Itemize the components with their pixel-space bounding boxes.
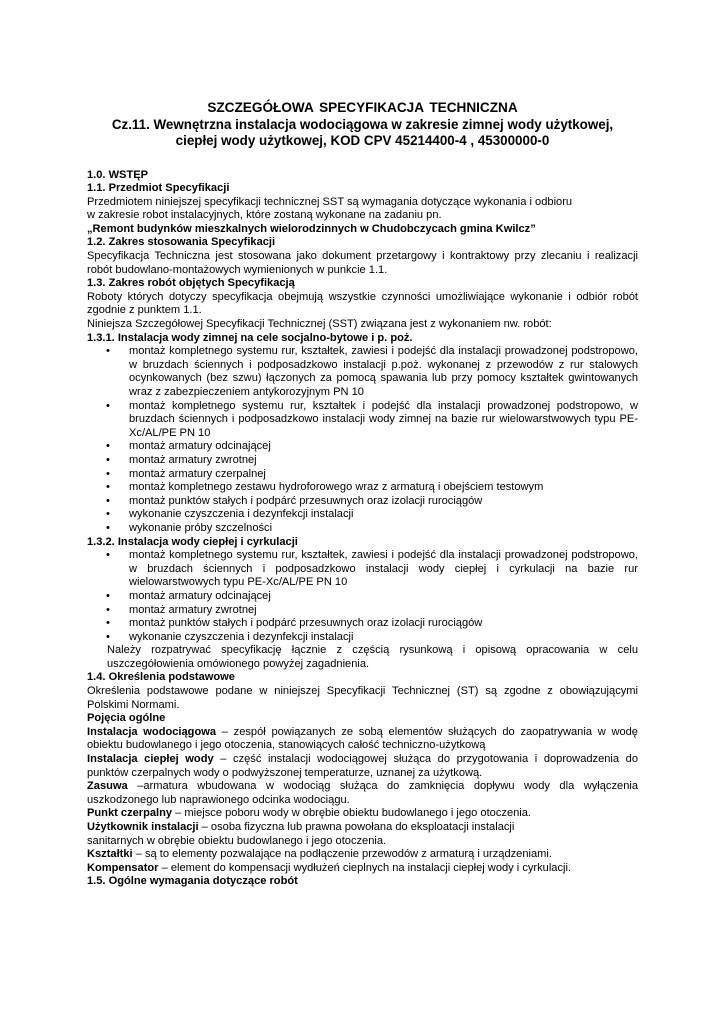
definition-term: Punkt czerpalny bbox=[87, 807, 173, 820]
list-item: • montaż kompletnego systemu rur, kształtek i podejść dla instalacji prowadzonej podstropowo, w bruzdach ściennych i podposadzkowo instalacji wody zimnej na bazie rur wielowarstwowych typu PE-Xc/AL/PE PN 10 bbox=[87, 400, 638, 441]
definition-term: Kompensator bbox=[87, 861, 159, 874]
document-page bbox=[87, 100, 638, 889]
definition bbox=[87, 807, 638, 821]
subheading-general-terms: Pojęcia ogólne bbox=[87, 712, 166, 725]
bullet-list-cold-water bbox=[87, 345, 638, 535]
paragraph: Roboty których dotyczy specyfikacja obejmują wszystkie czynności umożliwiające wykonanie i odbiór robót zgodnie z punktem 1.1. bbox=[87, 290, 638, 317]
list-item: • montaż punktów stałych i podpárć przesuwnych oraz izolacji rurociągów bbox=[87, 495, 638, 509]
title-line-1: SZCZEGÓŁOWA SPECYFIKACJA TECHNICZNA bbox=[207, 100, 518, 115]
list-item: • montaż armatury czerpalnej bbox=[87, 468, 638, 482]
definition-term: Zasuwa bbox=[87, 780, 128, 793]
list-item: • wykonanie próby szczelności bbox=[87, 522, 638, 536]
definition-text: –armatura wbudowana w wodociąg służąca do zamknięcia dopływu wody dla wyłączenia uszkodzonego lub naprawionego odcinka wodociągu. bbox=[87, 780, 638, 806]
definition bbox=[87, 862, 638, 876]
definition bbox=[87, 848, 638, 862]
definition-term: Użytkownik instalacji bbox=[87, 821, 199, 833]
section-heading-1-5: 1.5. Ogólne wymagania dotyczące robót bbox=[87, 875, 298, 888]
list-item: • montaż punktów stałych i podpárć przesuwnych oraz izolacji rurociągów bbox=[87, 617, 638, 631]
bullet-list-hot-water bbox=[87, 549, 638, 644]
project-name: „Remont budynków mieszkalnych wielorodzinnych w Chudobczycach gmina Kwilcz” bbox=[87, 222, 536, 235]
title-line-2: Cz.11. Wewnętrzna instalacja wodociągowa w zakresie zimnej wody użytkowej, bbox=[111, 116, 614, 132]
section-heading-1-2: 1.2. Zakres stosowania Specyfikacji bbox=[87, 236, 276, 249]
list-item: • wykonanie czyszczenia i dezynfekcji instalacji bbox=[87, 508, 638, 522]
paragraph: Określenia podstawowe podane w niniejszej Specyfikacji Technicznej (ST) są zgodne z obowiązującymi Polskimi Normami. bbox=[87, 685, 638, 711]
section-heading-1-3-1: 1.3.1. Instalacja wody zimnej na cele socjalno-bytowe i p. poż. bbox=[87, 331, 413, 344]
definition-text: sanitarnych w obrębie obiektu budowlanego i jego otoczenia. bbox=[87, 834, 387, 847]
document-title bbox=[87, 100, 638, 150]
section-heading-1-3-2: 1.3.2. Instalacja wody ciepłej i cyrkulacji bbox=[87, 535, 298, 548]
definition-term: Kształtki bbox=[87, 848, 133, 861]
definition-term: Instalacja ciepłej wody bbox=[87, 753, 214, 766]
definition-text: – osoba fizyczna lub prawna powołana do eksploatacji instalacji bbox=[198, 821, 515, 833]
title-line-3: ciepłej wody użytkowej, KOD CPV 45214400-4 , 45300000-0 bbox=[175, 133, 550, 148]
list-item: • montaż armatury zwrotnej bbox=[87, 604, 638, 618]
definition bbox=[87, 726, 638, 753]
definition-continuation bbox=[87, 835, 638, 849]
list-item: • montaż kompletnego systemu rur, kształtek, zawiesi i podejść dla instalacji prowadzonej podstropowo, w bruzdach ściennych i podposadzkowo instalacji wody ciepłej i cyrkulacji na bazie rur wielowarstwowych typu PE-Xc/AL/PE PN 10 bbox=[87, 549, 638, 590]
paragraph: Specyfikacja Techniczna jest stosowana jako dokument przetargowy i kontraktowy przy zlecaniu i realizacji robót budowlano-montażowych wymienionych w punkcie 1.1. bbox=[87, 250, 638, 276]
section-heading-1-1: 1.1. Przedmiot Specyfikacji bbox=[87, 182, 230, 195]
definition-text: – część instalacji wodociągowej służąca do przygotowania i doprowadzenia do punktów czerpalnych wody o podwyższonej temperaturze, uznanej za użytkową. bbox=[87, 753, 639, 779]
list-item: • montaż kompletnego systemu rur, kształtek, zawiesi i podejść dla instalacji prowadzonej podstropowo, w bruzdach ściennych i podposadzkowo instalacji p.poż. wykonanej z przewodów z rur stalowych ocynkowanych (bez szwu) łączonych za pomocą spawania lub przy pomocy kształtek gwintowanych wraz z zabezpieczeniem antykorozyjnym PN 10 bbox=[87, 345, 638, 399]
definition bbox=[87, 821, 638, 835]
paragraph: Niniejsza Szczegółowej Specyfikacji Technicznej (SST) związana jest z wykonaniem nw. robót: bbox=[87, 318, 552, 331]
list-item: • wykonanie czyszczenia i dezynfekcji instalacji bbox=[87, 631, 638, 645]
section-heading-1-4: 1.4. Określenia podstawowe bbox=[87, 671, 235, 684]
definition-text: – zespół powiązanych ze sobą elementów służących do zaopatrywania w wodę obiektu budowlanego i jego otoczenia, stanowiących całość techniczno-użytkową bbox=[87, 725, 638, 752]
list-item: • montaż armatury odcinającej bbox=[87, 590, 638, 604]
definition bbox=[87, 753, 638, 780]
definition-text: – są to elementy pozwalające na podłączenie przewodów z armaturą i urządzeniami. bbox=[132, 848, 552, 861]
section-heading-1-3: 1.3. Zakres robót objętych Specyfikacją bbox=[87, 277, 295, 290]
definition-text: – element do kompensacji wydłużeń cieplnych na instalacji ciepłej wody i cyrkulacji. bbox=[158, 861, 572, 874]
list-item: • montaż armatury odcinającej bbox=[87, 440, 638, 454]
section-heading-1-0: 1.0. WSTĘP bbox=[87, 168, 149, 181]
definition-term: Instalacja wodociągowa bbox=[87, 725, 217, 738]
definition-text: – miejsce poboru wody w obrębie obiektu budowlanego i jego otoczenia. bbox=[172, 807, 532, 820]
note-paragraph: Należy rozpatrywać specyfikację łącznie z częścią rysunkową i opisową opracowania w celu uszczegółowienia omówionego powyżej zagadnienia. bbox=[107, 644, 638, 670]
list-item: • montaż kompletnego zestawu hydroforowego wraz z armaturą i obejściem testowym bbox=[87, 481, 638, 495]
paragraph-line: Przedmiotem niniejszej specyfikacji technicznej SST są wymagania dotyczące wykonania i odbioru bbox=[87, 195, 573, 208]
definition bbox=[87, 780, 638, 807]
list-item: • montaż armatury zwrotnej bbox=[87, 454, 638, 468]
paragraph-line: w zakresie robot instalacyjnych, które zostaną wykonane na zadaniu pn. bbox=[87, 209, 442, 222]
